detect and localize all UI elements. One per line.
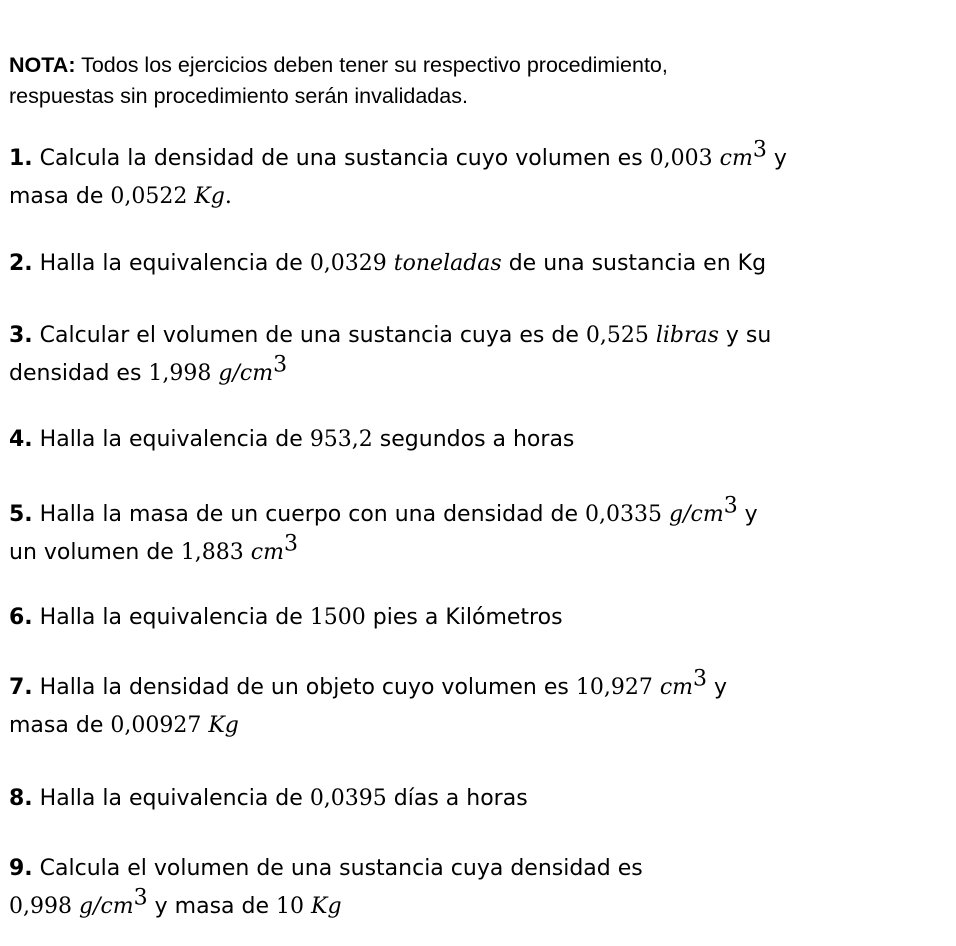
- exercise-7-line-2: [9, 707, 956, 745]
- unit: Kg: [208, 713, 239, 738]
- exercise-5-line-2: [9, 531, 956, 572]
- exercise-number: 9.: [9, 856, 33, 881]
- unit-word: libras: [655, 323, 719, 348]
- exercise-text: Halla la densidad de un objeto cuyo volumen es: [32, 675, 576, 700]
- value: 953,2: [309, 427, 373, 452]
- exponent: 3: [723, 493, 738, 519]
- exponent: 3: [133, 885, 148, 911]
- exercise-number: 5.: [9, 502, 33, 527]
- value: 10,927: [575, 675, 660, 700]
- exercise-7-line-1: [9, 666, 956, 707]
- value: 0,00927: [110, 713, 209, 738]
- exercise-4: [9, 421, 956, 459]
- exercise-1: [9, 137, 956, 216]
- unit: cm: [719, 146, 753, 171]
- exercise-2-line-1: [9, 245, 956, 283]
- exercise-5: [9, 493, 956, 572]
- exercise-text: pies a Kilómetros: [365, 605, 563, 630]
- value: 0,0335: [585, 502, 669, 527]
- unit: Kg: [311, 894, 342, 919]
- value: 10: [276, 894, 312, 919]
- exercise-text: y: [766, 146, 787, 171]
- exercise-text: Halla la equivalencia de: [32, 427, 310, 452]
- unit: cm: [250, 540, 284, 565]
- exercise-text: densidad es: [9, 361, 149, 386]
- note-text-1: Todos los ejercicios deben tener su respectivo procedimiento,: [75, 53, 668, 77]
- exercise-text: y: [737, 502, 758, 527]
- exercise-text: masa de: [9, 184, 111, 209]
- exercise-number: 4.: [9, 427, 33, 452]
- exercise-text: y masa de: [147, 894, 277, 919]
- exercise-text: y: [707, 675, 728, 700]
- value: 1500: [309, 605, 366, 630]
- exercise-text: Calcular el volumen de una sustancia cuya es de: [32, 323, 586, 348]
- unit: Kg: [194, 184, 225, 209]
- exercise-9-line-1: [9, 850, 956, 888]
- unit: cm: [659, 675, 694, 700]
- exercise-text: Halla la equivalencia de: [32, 786, 310, 811]
- value: 0,0329: [309, 251, 394, 276]
- value: 0,0395: [309, 786, 387, 811]
- exercise-text: Halla la masa de un cuerpo con una densidad de: [32, 502, 586, 527]
- unit-word: toneladas: [393, 251, 502, 276]
- value: 1,998: [148, 361, 219, 386]
- exercise-1-line-1: [9, 137, 956, 178]
- exercise-text: Calcula el volumen de una sustancia cuya densidad es: [32, 856, 643, 881]
- note-label: NOTA:: [9, 53, 76, 77]
- exercise-7: [9, 666, 956, 745]
- note-line-2: respuestas sin procedimiento serán invalidadas.: [9, 84, 468, 108]
- exercise-5-line-1: [9, 493, 956, 534]
- exercise-text: Halla la equivalencia de: [32, 251, 310, 276]
- exercise-text: segundos a horas: [372, 427, 575, 452]
- value: 0,525: [585, 323, 656, 348]
- exercise-9: [9, 850, 956, 926]
- exercise-text: y su: [718, 323, 772, 348]
- value: 0,003: [649, 146, 720, 171]
- instruction-note: [9, 50, 949, 112]
- exercise-text: Halla la equivalencia de: [32, 605, 310, 630]
- exercise-number: 2.: [9, 251, 33, 276]
- note-line-1: [9, 50, 949, 81]
- exercise-3: [9, 317, 956, 393]
- exercise-3-line-1: [9, 317, 956, 355]
- unit: g/cm: [78, 894, 134, 919]
- exercise-4-line-1: [9, 421, 956, 459]
- exercise-8-line-1: [9, 780, 956, 818]
- value: 1,883: [180, 540, 251, 565]
- exercise-6: [9, 599, 956, 637]
- exercise-number: 6.: [9, 605, 33, 630]
- exercise-text: Calcula la densidad de una sustancia cuyo volumen es: [32, 146, 650, 171]
- exercise-number: 1.: [9, 146, 33, 171]
- exercise-text: días a horas: [386, 786, 528, 811]
- exponent: 3: [273, 352, 288, 378]
- exercise-3-line-2: [9, 352, 956, 393]
- unit: g/cm: [669, 502, 724, 527]
- exponent: 3: [693, 666, 708, 692]
- exercise-1-line-2: [9, 178, 956, 216]
- exercise-9-line-2: [9, 885, 956, 926]
- exercise-text: masa de: [9, 713, 111, 738]
- exercise-8: [9, 780, 956, 818]
- value: 0,998: [9, 894, 79, 919]
- exercise-text: .: [224, 184, 232, 209]
- unit: g/cm: [218, 361, 274, 386]
- exercise-number: 3.: [9, 323, 33, 348]
- value: 0,0522: [110, 184, 195, 209]
- exercise-6-line-1: [9, 599, 956, 637]
- exercise-number: 7.: [9, 675, 33, 700]
- exercise-text: un volumen de: [9, 540, 181, 565]
- exponent: 3: [283, 531, 298, 557]
- exercise-text: de una sustancia en Kg: [501, 251, 767, 276]
- exponent: 3: [752, 137, 767, 163]
- exercise-2: [9, 245, 956, 283]
- exercise-number: 8.: [9, 786, 33, 811]
